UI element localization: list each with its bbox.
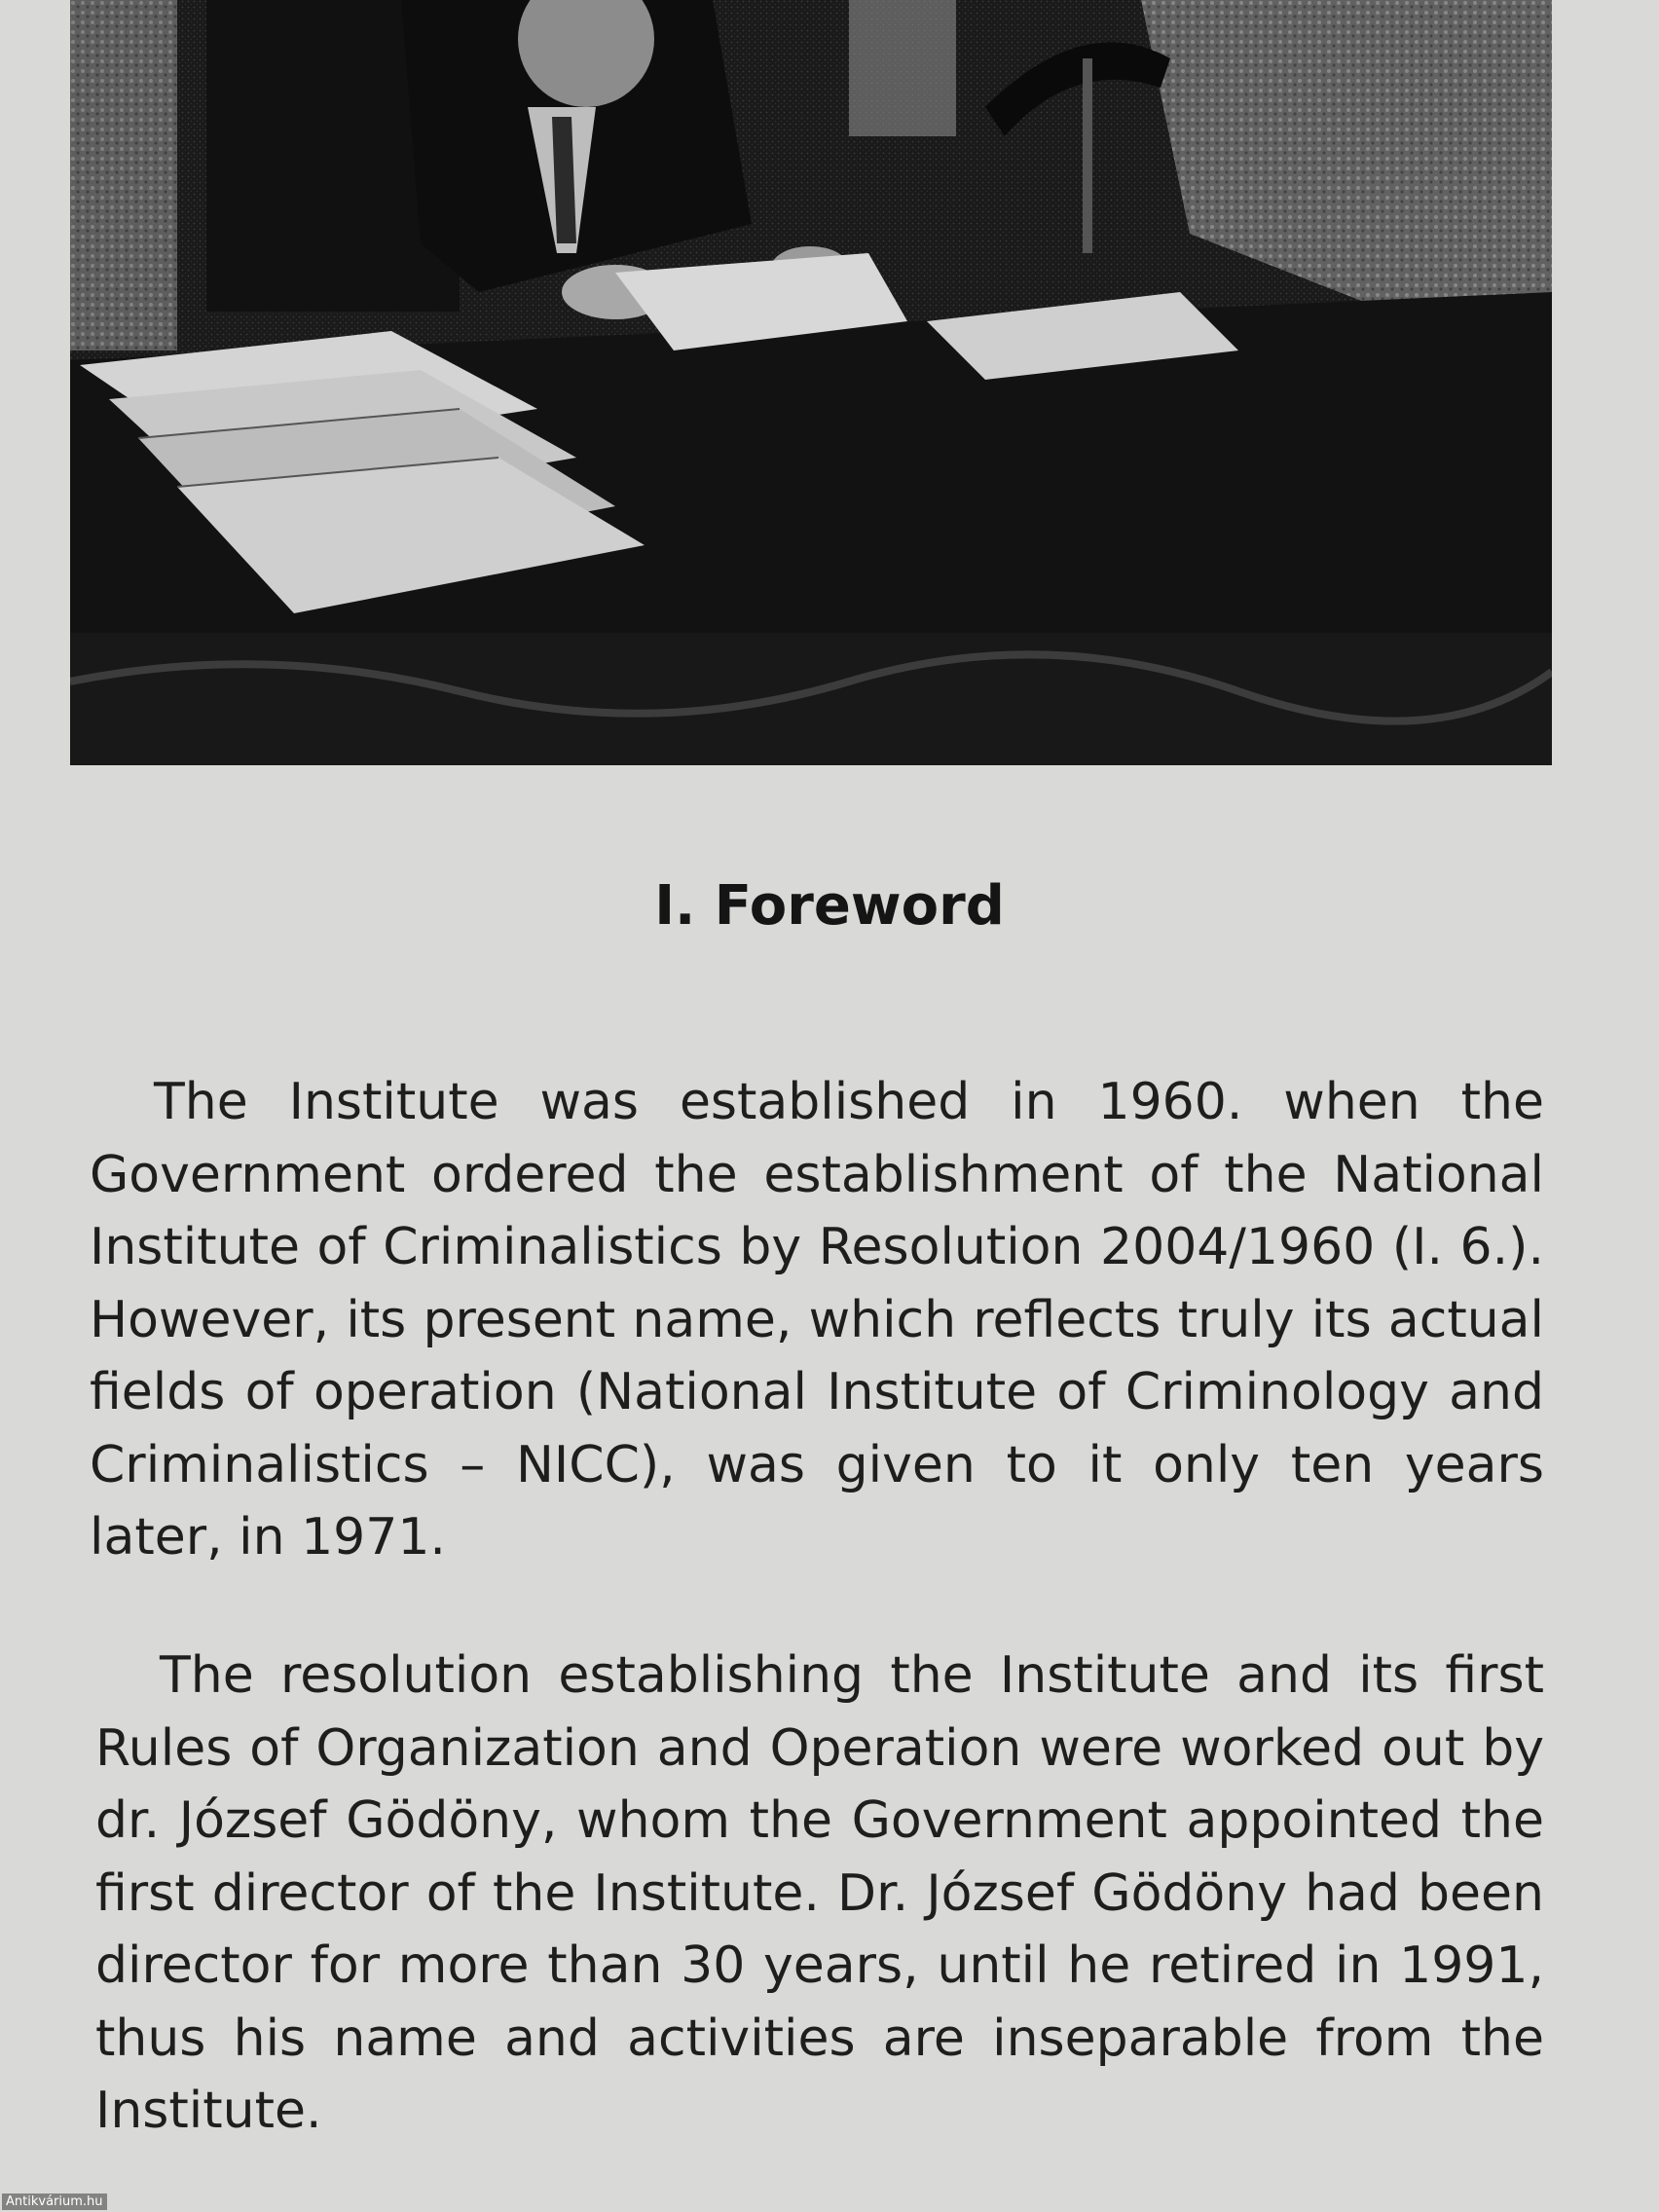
halftone-photo-man-at-desk [70, 0, 1552, 765]
paragraph-first-director: The resolution establishing the Institute and its first Rules of Organization and Operation were worked out by dr. József Gödöny, whom the Government appointed the first director of the Institute. Dr. József Gödöny had been director for more than 30 years, until he retired in 1991, thus his name and activities are inseparable from the Institute. [95, 1646, 1544, 2140]
photo-illustration [70, 0, 1552, 765]
page-title: I. Foreword [654, 874, 1005, 938]
paragraph-establishment: The Institute was established in 1960. when the Government ordered the establishment of the National Institute of Criminalistics by Resolution 2004/1960 (I. 6.). However, its present name, which reflects truly its actual fields of operation (National Institute of Criminology and Criminalistics – NICC), was given to it only ten years later, in 1971. [90, 1073, 1544, 1567]
watermark: Antikvárium.hu [2, 2194, 107, 2210]
